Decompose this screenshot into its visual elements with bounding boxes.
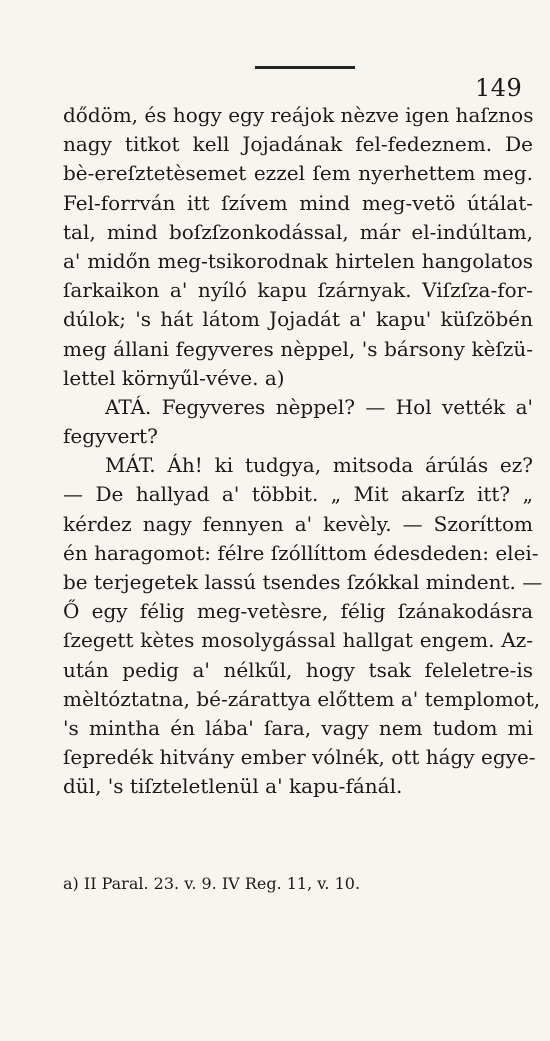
text-line: Ő egy félig meg-vetèsre, félig ſzánakodásra	[63, 599, 533, 624]
text-line: — De hallyad a' többit. „ Mit akarſz itt? „	[63, 482, 533, 507]
page-number: 149	[475, 74, 523, 102]
text-line: ſzegett kètes mosolygással hallgat engem. Az-	[63, 628, 533, 653]
text-line: tal, mind boſzſzonkodással, már el-indúltam,	[63, 219, 533, 244]
footnote: a) II Paral. 23. v. 9. IV Reg. 11, v. 10.	[63, 874, 361, 893]
text-line: MÁT. Áh! ki tudgya, mitsoda árúlás ez?	[105, 453, 533, 478]
text-line: dül, 's tiſzteletlenül a' kapu-fánál.	[63, 774, 403, 799]
text-line: Fel-forrván itt ſzívem mind meg-vetö útálat-	[63, 190, 533, 215]
text-line: mèltóztatna, bé-zárattya előttem a' templomot,	[63, 686, 541, 711]
text-line: után pedig a' nélkűl, hogy tsak feleletre-is	[63, 657, 533, 682]
text-line: be terjegetek lassú tsendes ſzókkal mindent. —	[63, 570, 543, 594]
text-line: ſarkaikon a' nyíló kapu ſzárnyak. Viſzſza-for-	[63, 278, 533, 303]
text-line: a' midőn meg-tsikorodnak hirtelen hangolatos	[63, 248, 533, 273]
text-line: én haragomot: félre ſzóllíttom édesdeden: elei-	[63, 540, 539, 565]
text-line: ſepredék hitvány ember vólnék, ott hágy egye-	[63, 745, 536, 770]
text-line: meg állani fegyveres nèppel, 's bársony kèſzü-	[63, 336, 533, 361]
header-rule	[255, 66, 355, 69]
text-line: bè-ereſztetèsemet ezzel ſem nyerhettem meg.	[63, 161, 533, 186]
text-line: dődöm, és hogy egy reájok nèzve igen haſznos	[63, 103, 534, 127]
text-line: nagy titkot kell Jojadának fel-fedeznem. De	[63, 132, 533, 157]
text-line: 's mintha én lába' ſara, vagy nem tudom mi	[63, 715, 533, 740]
text-line: ATÁ. Fegyveres nèppel? — Hol vették a'	[105, 394, 533, 419]
text-line: lettel környűl-véve. a)	[63, 365, 285, 390]
text-line: fegyvert?	[63, 424, 158, 449]
body-text	[63, 101, 543, 802]
text-line: dúlok; 's hát látom Jojadát a' kapu' küſzöbén	[63, 307, 533, 332]
text-line: kérdez nagy fennyen a' kevèly. — Szoríttom	[63, 511, 533, 536]
